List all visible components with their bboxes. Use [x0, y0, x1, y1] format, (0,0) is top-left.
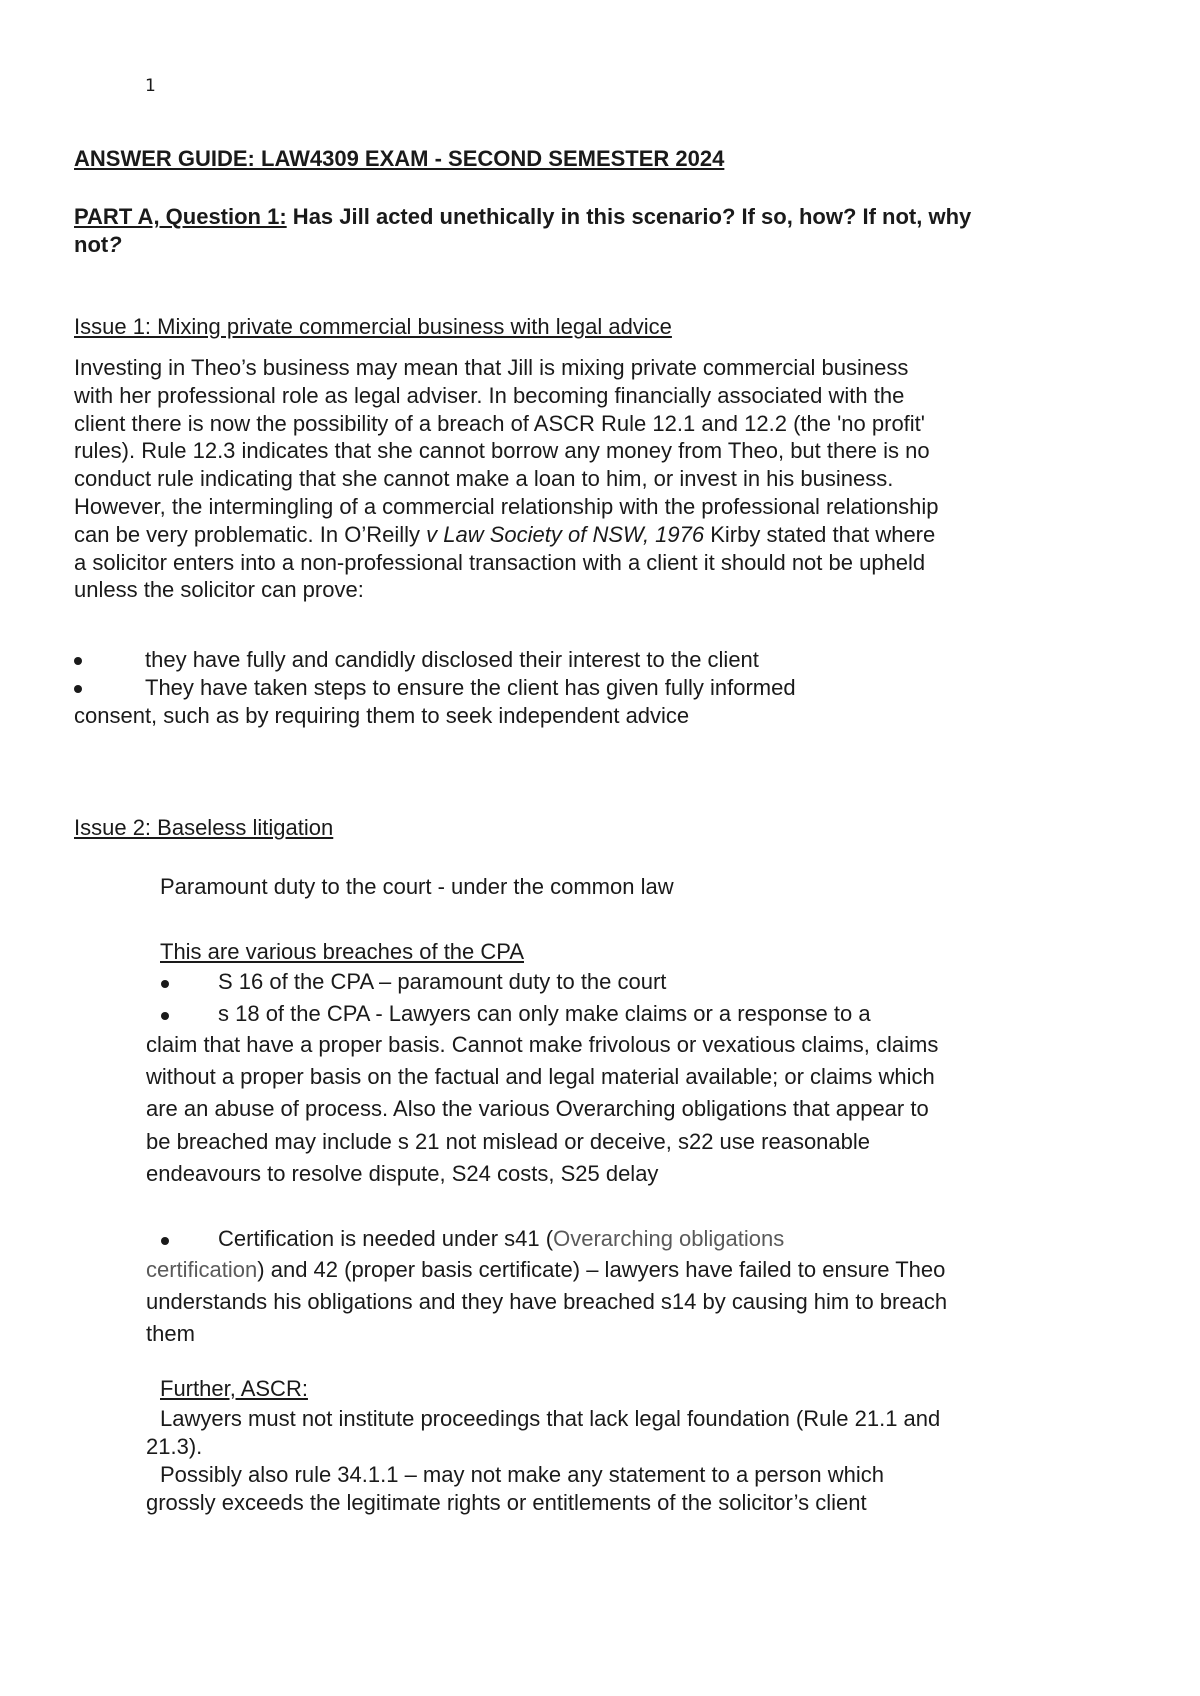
issue-1-bullet-2-rest: consent, such as by requiring them to seek independent advice	[74, 703, 690, 728]
bullet-dot-icon	[74, 685, 82, 693]
document-title: ANSWER GUIDE: LAW4309 EXAM - SECOND SEMESTER 2024	[74, 146, 725, 171]
cpa-bullet-3-gray-2: certification	[146, 1257, 258, 1282]
issue-2-heading: Issue 2: Baseless litigation	[74, 815, 334, 840]
cpa-bullet-2-line-1: s 18 of the CPA - Lawyers can only make claims or a response to a	[218, 1001, 871, 1026]
bullet-dot-icon	[161, 980, 169, 988]
ascr-point-1: Lawyers must not institute proceedings that lack legal foundation (Rule 21.1 and 21.3).	[146, 1406, 941, 1459]
issue-1-bullet-1: they have fully and candidly disclosed their interest to the client	[145, 647, 759, 672]
page-number: 1	[145, 76, 156, 96]
question-text: Has Jill acted unethically in this scenario? If so, how? If not, why not	[74, 204, 972, 257]
cpa-bullet-3-rest-text: ) and 42 (proper basis certificate) – lawyers have failed to ensure Theo understands his obligations and they have breached s14 by causing him to breach them	[146, 1257, 948, 1347]
paramount-duty-line: Paramount duty to the court - under the common law	[160, 874, 674, 899]
issue-1-paragraph	[74, 354, 944, 604]
bullet-dot-icon	[161, 1012, 169, 1020]
cpa-bullet-3-text: Certification is needed under s41 (	[218, 1226, 554, 1251]
cpa-bullet-3-rest	[146, 1254, 956, 1351]
question-heading	[74, 203, 974, 259]
cpa-bullet-1: S 16 of the CPA – paramount duty to the court	[218, 969, 667, 994]
cpa-heading: This are various breaches of the CPA	[160, 939, 524, 964]
issue-1-heading: Issue 1: Mixing private commercial business with legal advice	[74, 314, 672, 339]
case-citation: v Law Society of NSW, 1976	[426, 521, 705, 547]
cpa-bullet-2-rest: claim that have a proper basis. Cannot make frivolous or vexatious claims, claims without a proper basis on the factual and legal material available; or claims which are an abuse of process. Also the various Overarching obligations that appear to be breached may include s 21 not mislead or deceive, s22 use reasonable endeavours to resolve dispute, S24 costs, S25 delay	[146, 1032, 939, 1186]
question-mark: ?	[108, 232, 122, 257]
question-label: PART A, Question 1:	[74, 204, 287, 229]
bullet-dot-icon	[74, 657, 82, 665]
issue-1-bullet-2-line-1: They have taken steps to ensure the client has given fully informed	[145, 675, 796, 700]
cpa-bullet-3-line-1	[218, 1226, 784, 1252]
issue-1-text-b: Kirby stated that where a solicitor enters into a non-professional transaction with a client it should not be upheld unless the solicitor can prove:	[74, 521, 936, 603]
bullet-dot-icon	[161, 1237, 169, 1245]
issue-1-text-a: Investing in Theo’s business may mean that Jill is mixing private commercial business with her professional role as legal adviser. In becoming financially associated with the client there is now the possibility of a breach of ASCR Rule 12.1 and 12.2 (the 'no profit' rules). Rule 12.3 indicates that she cannot borrow any money from Theo, but there is no conduct rule indicating that she cannot make a loan to him, or invest in his business. However, the intermingling of a commercial relationship with the professional relationship can be very problematic. In O’Reilly	[74, 355, 939, 547]
cpa-bullet-3-gray: Overarching obligations	[553, 1226, 785, 1251]
ascr-point-2: Possibly also rule 34.1.1 – may not make any statement to a person which grossly exceeds the legitimate rights or entitlements of the solicitor’s client	[146, 1462, 884, 1515]
ascr-heading: Further, ASCR:	[160, 1376, 308, 1401]
